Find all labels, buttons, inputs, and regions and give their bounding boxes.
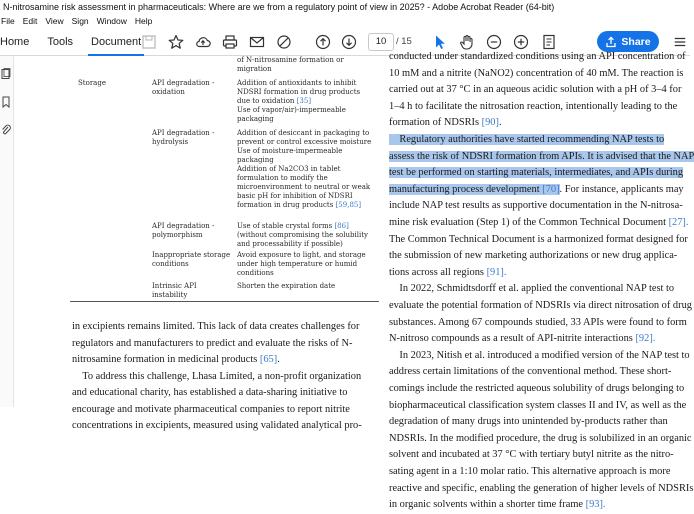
menu-window[interactable]: Window	[96, 16, 127, 26]
page-total: / 15	[396, 36, 412, 47]
right-body-line: address certain limitations of the conventional method. These short-	[389, 366, 672, 378]
table-cell-mitigation	[237, 251, 366, 278]
table-cell-line: API degradation -	[152, 222, 215, 230]
citation-link[interactable]: [59,85]	[335, 201, 362, 209]
right-body-line: include NAP test results as supportive documentation in the N-nitrosa-	[389, 200, 683, 212]
table-cell-text: formation in drug products	[237, 201, 334, 209]
right-body-line: 10 mM and a nitrite (NaNO2) concentration of 40 mM. The reaction is	[389, 67, 684, 79]
left-body-line: To address this challenge, Lhasa Limited, a non-profit organization	[72, 370, 362, 382]
right-body-line	[389, 497, 606, 514]
highlighted-text[interactable]: test be performed on starting materials, intermediates, and APIs during	[389, 167, 684, 179]
menu-help[interactable]: Help	[134, 16, 153, 26]
right-body-line: comings include the restricted aqueous solubility of drugs belonging to	[389, 383, 685, 394]
right-body-line: The Common Technical Document is a harmonized format designed for	[389, 233, 688, 245]
table-cell-line: API degradation -	[152, 129, 215, 137]
table-cell-risk	[152, 251, 230, 269]
menu-bar	[0, 14, 690, 28]
tab-document[interactable]: Document	[82, 28, 150, 56]
table-cell-line: Inappropriate storage	[152, 251, 231, 259]
no-symbol-icon[interactable]	[274, 32, 294, 52]
citation-link[interactable]: [93].	[585, 499, 606, 511]
table-cell-risk	[152, 79, 214, 97]
table-cell-line: Addition of desiccant in packaging to	[237, 129, 370, 137]
citation-link[interactable]: [65]	[259, 354, 278, 365]
left-body-line: nitrosamine formation in medicinal products [65].	[72, 354, 280, 365]
table-cell-line: Addition of Na2CO3 in tablet	[237, 165, 341, 173]
table-cell-line: polymorphism	[152, 231, 203, 239]
window-title: N-nitrosamine risk assessment in pharmaceuticals: Where are we from a regulatory point of view in 2025? - Adobe Acrobat Reader (64-bit)	[0, 0, 690, 14]
table-cell-line: formulation to modify the	[237, 174, 328, 182]
table-cell-line: Use of moisture-impermeable	[237, 147, 343, 155]
table-cell-line: Intrinsic API	[152, 282, 197, 290]
right-body-line: formation of NDSRIs [90].	[389, 117, 502, 129]
citation-link[interactable]: [27].	[668, 217, 689, 228]
table-cell-text: due to oxidation	[237, 97, 295, 105]
table-cell-line: (without compromising the solubility	[237, 231, 368, 239]
table-cell-line: under high temperature or humid	[237, 260, 358, 268]
left-rail	[0, 56, 14, 407]
right-body-line: degradation of many drugs into unintended by-products rather than	[389, 416, 668, 428]
right-body-line	[389, 132, 664, 149]
next-page-icon[interactable]	[339, 32, 359, 52]
right-body-line: sating agent in a 1:10 molar ratio. This alternative approach is more	[389, 466, 671, 477]
table-cell-risk	[152, 282, 197, 300]
highlighted-text[interactable]: Regulatory authorities have started recommending NAP tests to	[389, 134, 665, 145]
table-fragment-top	[237, 56, 344, 74]
table-cell-text: Use of stable crystal forms	[237, 222, 333, 230]
right-body-line	[389, 215, 689, 232]
pages-panel-icon[interactable]	[0, 68, 12, 80]
body-text: . For instance, applicants may	[559, 183, 684, 195]
table-cell-category: Storage	[78, 79, 106, 87]
table-cell-line: instability	[152, 291, 188, 299]
table-cell-line: oxidation	[152, 88, 185, 96]
body-text: tions across all regions	[389, 266, 484, 278]
save-icon[interactable]	[139, 32, 159, 52]
table-cell-line: NDSRI formation in drug products	[237, 88, 361, 96]
cloud-upload-icon[interactable]	[193, 32, 213, 52]
menu-sign[interactable]: Sign	[71, 16, 89, 26]
right-body-line	[389, 149, 694, 166]
right-body-line	[389, 265, 506, 282]
citation-link[interactable]: [91].	[486, 266, 507, 278]
share-label: Share	[621, 35, 651, 48]
table-cell-line: microenvironment to neutral or weak	[237, 183, 371, 191]
left-body-line: in excipients remains limited. This lack of data creates challenges for	[72, 321, 360, 332]
highlighted-text[interactable]: assess the risk of NDSRI formation from APIs. It is advised that the NAP	[389, 150, 694, 162]
bookmark-panel-icon[interactable]	[0, 96, 12, 108]
page-number-input[interactable]: 10	[368, 33, 394, 51]
document-canvas[interactable]	[14, 51, 694, 511]
right-body-line: the submission of new marketing authorizations or new drug applica-	[389, 250, 678, 262]
right-body-line	[389, 331, 655, 348]
right-body-line: conducted under standardized conditions using an API concentration of	[389, 51, 686, 62]
table-cell-line: hydrolysis	[152, 138, 189, 146]
left-body-line: concentrations in excipients, measured using validated analytical pro-	[72, 420, 362, 431]
table-cell-line: Avoid exposure to light, and storage	[237, 251, 366, 259]
right-body-line: reactive and specific, enabling the generation of higher levels of NDSRIs	[389, 482, 694, 494]
citation-link[interactable]: [92].	[635, 333, 656, 345]
table-cell-line	[237, 97, 360, 106]
table-cell-line: packaging	[237, 156, 274, 164]
right-body-line: solvent and incubated at 37 °C with tertiary butyl nitrite as the nitro-	[389, 449, 674, 461]
menu-file[interactable]: File	[1, 16, 15, 26]
right-body-line	[389, 165, 683, 182]
table-cell-line: migration	[237, 65, 272, 73]
table-cell-line: of N-nitrosamine formation or	[237, 56, 344, 64]
table-cell-line: conditions	[152, 260, 189, 268]
table-cell-line: conditions	[237, 269, 274, 277]
body-text: formation of NDSRIs	[389, 117, 480, 129]
left-body-line: and educational charity, has established a data-sharing initiative to	[72, 387, 348, 398]
table-cell-line: Shorten the expiration date	[237, 282, 336, 290]
table-cell-line: Addition of antioxidants to inhibit	[237, 79, 357, 87]
table-cell-line	[237, 222, 368, 231]
table-bottom-rule	[70, 301, 379, 302]
citation-link[interactable]: [86]	[334, 222, 349, 230]
right-body-line: In 2022, Schmidtsdorff et al. applied the conventional NAP test to	[389, 283, 675, 295]
table-cell-mitigation	[237, 129, 371, 210]
right-body-line: substances. Among 67 compounds studied, 33 APIs were found to form	[389, 316, 687, 328]
right-body-line: carried out at 37 °C in an aqueous acidic solution with a pH of 3–4 for	[389, 84, 682, 96]
table-cell-mitigation	[237, 79, 360, 124]
body-text: in organic solvents within a shorter time frame	[389, 499, 584, 511]
menu-view[interactable]: View	[45, 16, 64, 26]
bookmark-star-icon[interactable]	[166, 32, 186, 52]
body-text: mine risk evaluation (Step 1) of the Common Technical Document	[389, 217, 666, 228]
table-cell-line: basic pH for inhibition of NDSRI	[237, 192, 353, 200]
email-icon[interactable]	[247, 32, 267, 52]
attachment-icon[interactable]	[0, 124, 12, 136]
body-text: nitrosamine formation in medicinal products	[72, 354, 258, 365]
left-body-line: encourage and motivate pharmaceutical companies to report nitrite	[72, 403, 350, 415]
citation-link[interactable]: [70]	[542, 183, 560, 195]
table-cell-line: packaging	[237, 115, 274, 123]
table-cell-risk	[152, 222, 214, 240]
left-body-line: regulators and manufacturers to predict and evaluate the risks of N-	[72, 337, 353, 349]
right-body-line	[389, 182, 684, 199]
table-cell-line	[237, 201, 371, 210]
table-cell-mitigation	[237, 222, 368, 249]
table-cell-line: prevent or control excessive moisture	[237, 138, 372, 146]
highlighted-text[interactable]: manufacturing process development	[389, 183, 540, 195]
right-body-line: evaluate the potential formation of NDSRIs via direct nitrosation of drug	[389, 300, 692, 311]
table-cell-risk	[152, 129, 214, 147]
body-text: N-nitroso compounds as a result of API-nitrite interactions	[389, 333, 633, 345]
table-cell-line: Use of vapor/air)-impermeable	[237, 106, 346, 114]
citation-link[interactable]: [35]	[296, 97, 312, 105]
right-body-line: 1–4 h to facilitate the nitrosation reaction, intentionally leading to the	[389, 100, 678, 112]
right-body-line: biopharmaceutical classification system classes II and IV, as well as the	[389, 399, 687, 411]
citation-link[interactable]: [90]	[481, 117, 499, 129]
tab-tools[interactable]: Tools	[47, 36, 74, 48]
right-body-line: NDSRIs. In the modified procedure, the drug is solubilized in an organic	[389, 432, 692, 444]
prev-page-icon[interactable]	[313, 32, 333, 52]
table-cell-line: API degradation -	[152, 79, 215, 87]
table-cell-line: and processability if possible)	[237, 240, 343, 248]
table-cell-mitigation	[237, 282, 335, 291]
menu-edit[interactable]: Edit	[22, 16, 38, 26]
right-body-line: In 2023, Nitish et al. introduced a modified version of the NAP test to	[389, 349, 690, 361]
share-icon	[605, 36, 617, 48]
print-icon[interactable]	[220, 32, 240, 52]
tab-home[interactable]: Home	[0, 36, 30, 48]
